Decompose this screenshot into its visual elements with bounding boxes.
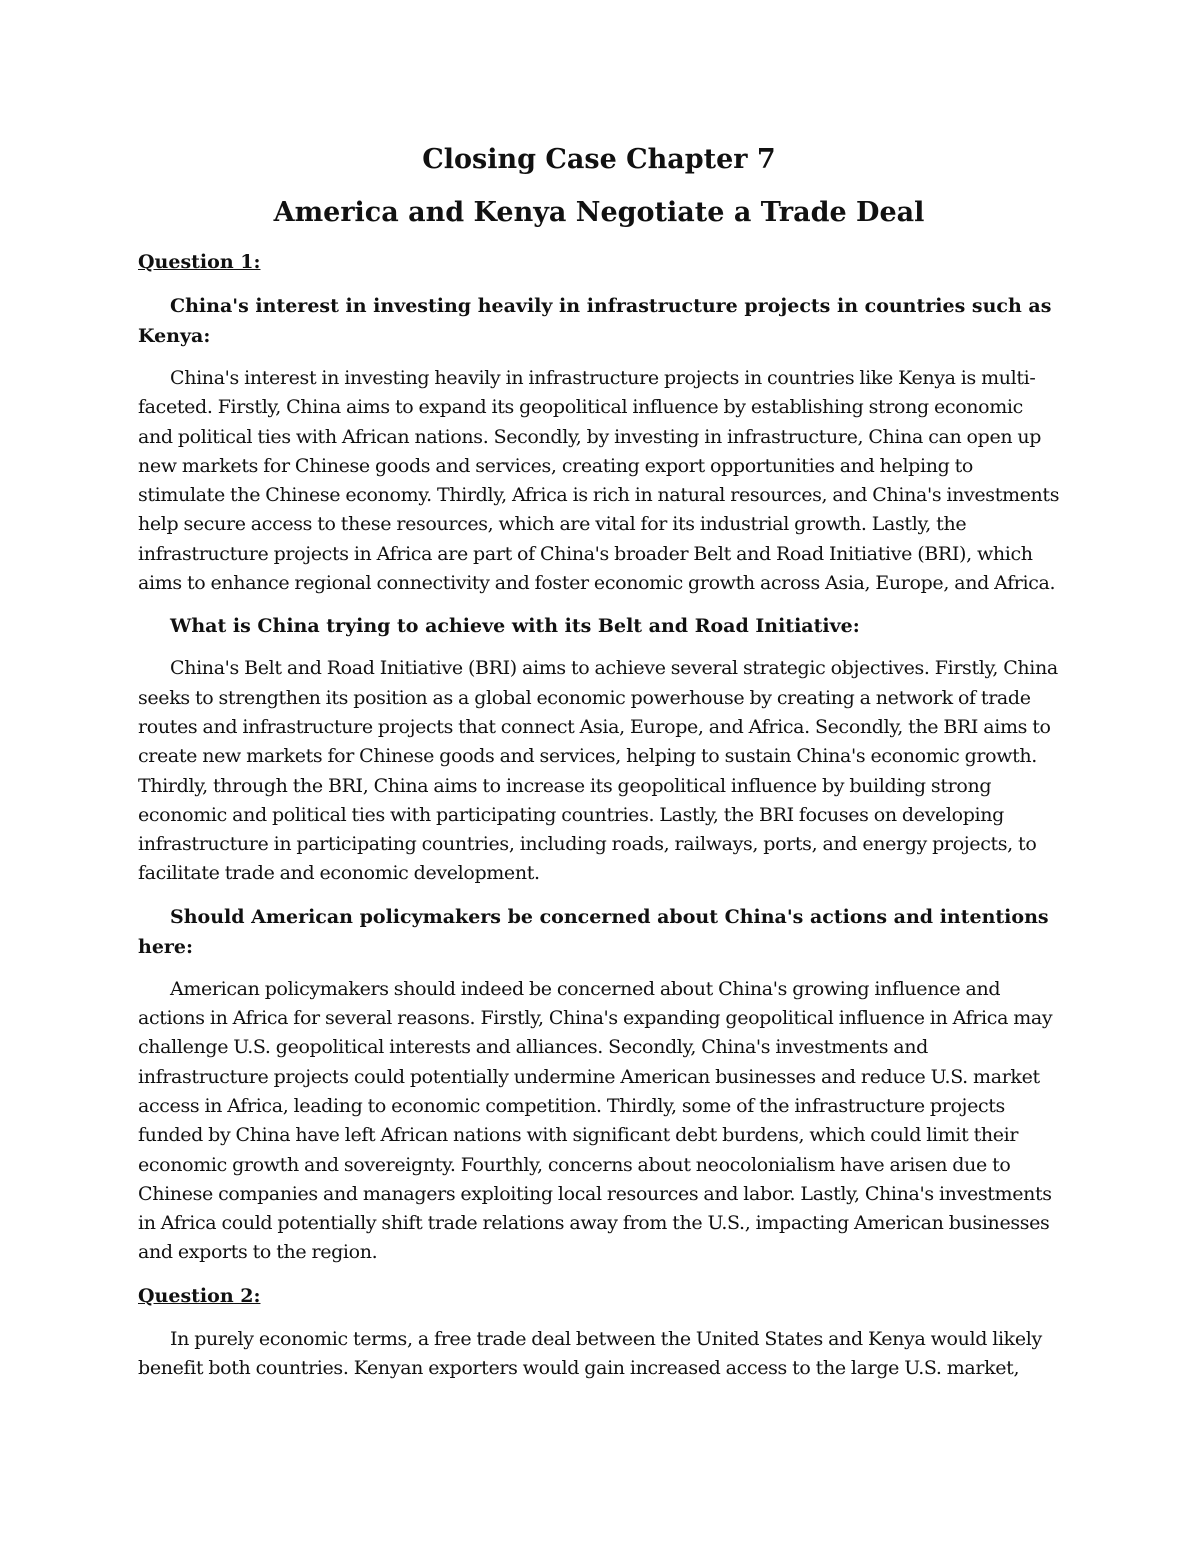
question-1-heading: Question 1: xyxy=(138,251,261,273)
question-2-heading: Question 2: xyxy=(138,1284,261,1307)
section-2-body: China's Belt and Road Initiative (BRI) aims to achieve several strategic objectives. Firstly, China seeks to strengthen its position as a global economic powerhouse by creating a network of trade routes and infrastructure projects that connect Asia, Europe, and Africa. Secondly, the BRI aims to create new markets for Chinese goods and services, helping to sustain China's economic growth. Thirdly, through the BRI, China aims to increase its geopolitical influence by building strong economic and political ties with participating countries. Lastly, the BRI focuses on developing infrastructure in participating countries, including roads, railways, ports, and energy projects, to facilitate trade and economic development. xyxy=(138,657,1058,885)
section-2-heading: What is China trying to achieve with its Belt and Road Initiative: xyxy=(170,615,860,638)
section-1-body: China's interest in investing heavily in infrastructure projects in countries like Kenya is multi-faceted. Firstly, China aims to expand its geopolitical influence by establishing strong economic and political ties with African nations. Secondly, by investing in infrastructure, China can open up new markets for Chinese goods and services, creating export opportunities and helping to stimulate the Chinese economy. Thirdly, Africa is rich in natural resources, and China's investments help secure access to these resources, which are vital for its industrial growth. Lastly, the infrastructure projects in Africa are part of China's broader Belt and Road Initiative (BRI), which aims to enhance regional connectivity and foster economic growth across Asia, Europe, and Africa. xyxy=(138,367,1060,595)
section-1-heading: China's interest in investing heavily in infrastructure projects in countries such as Kenya: xyxy=(138,295,1052,347)
document-subtitle: America and Kenya Negotiate a Trade Deal xyxy=(273,197,925,228)
question-2-body: In purely economic terms, a free trade deal between the United States and Kenya would likely benefit both countries. Kenyan exporters would gain increased access to the large U.S. market, xyxy=(138,1327,1042,1380)
document-title: Closing Case Chapter 7 xyxy=(422,144,776,175)
section-3-body: American policymakers should indeed be concerned about China's growing influence and actions in Africa for several reasons. Firstly, China's expanding geopolitical influence in Africa may challenge U.S. geopolitical interests and alliances. Secondly, China's investments and infrastructure projects could potentially undermine American businesses and reduce U.S. market access in Africa, leading to economic competition. Thirdly, some of the infrastructure projects funded by China have left African nations with significant debt burdens, which could limit their economic growth and sovereignty. Fourthly, concerns about neocolonialism have arisen due to Chinese companies and managers exploiting local resources and labor. Lastly, China's investments in Africa could potentially shift trade relations away from the U.S., impacting American businesses and exports to the region. xyxy=(138,977,1053,1264)
section-3-heading: Should American policymakers be concerned about China's actions and intentions here: xyxy=(138,905,1049,958)
document-content xyxy=(138,140,1060,1396)
